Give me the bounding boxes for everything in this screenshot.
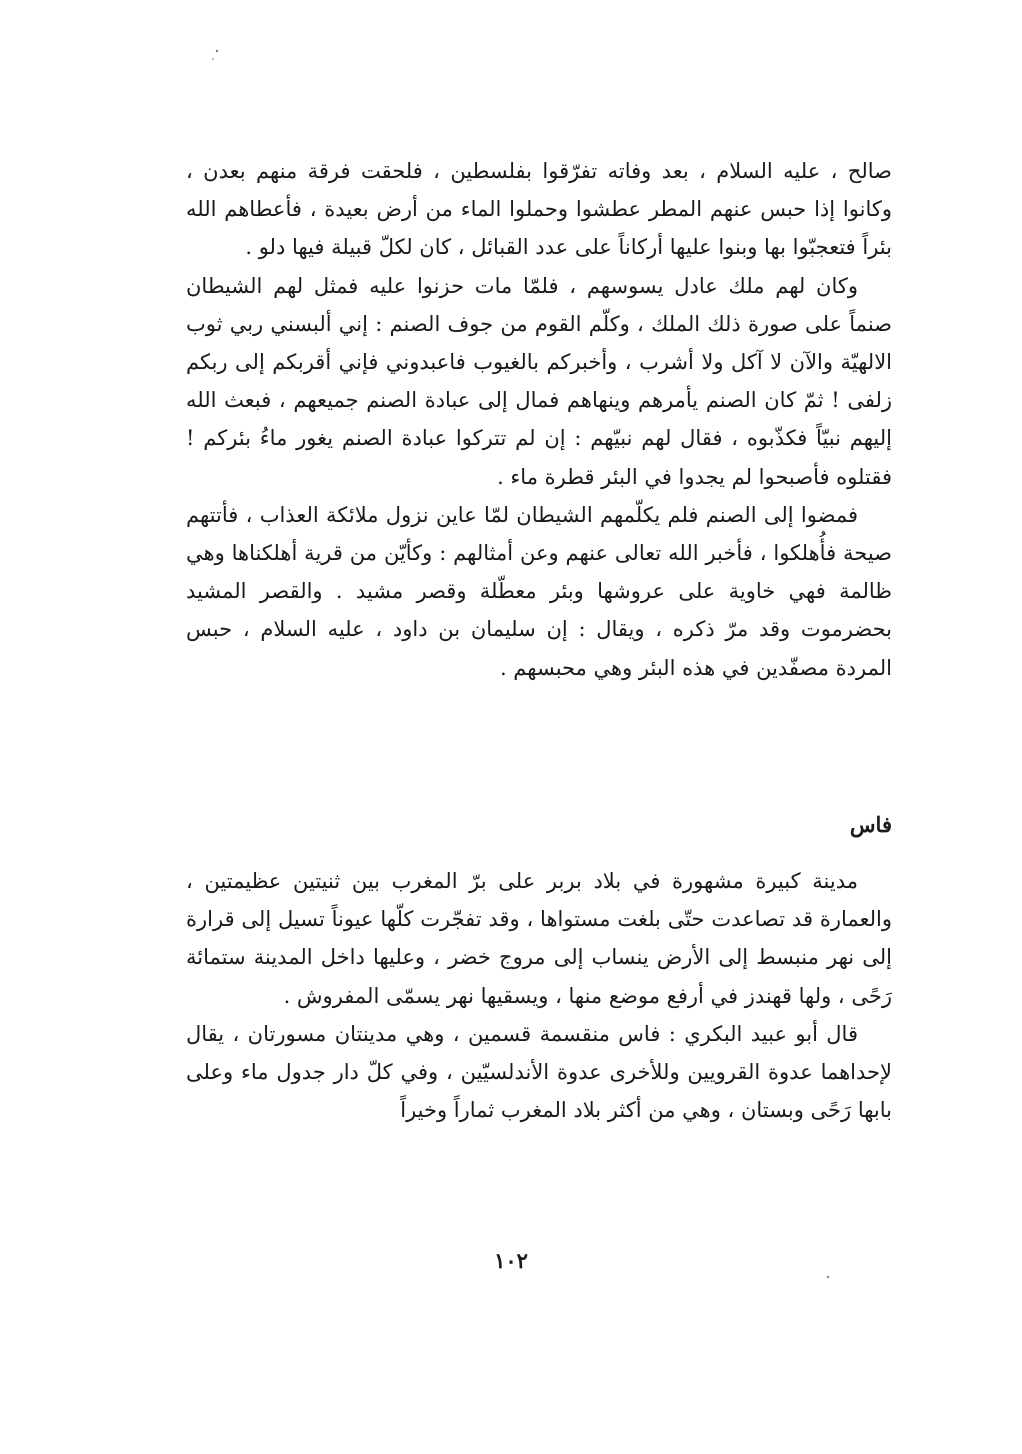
paragraph: وكان لهم ملك عادل يسوسهم ، فلمّا مات حزنوا عليه فمثل لهم الشيطان صنماً على صورة ذلك الملك ، وكلّم القوم من جوف الصنم : إني ألبسني ربي ثوب الالهيّة والآن لا آكل ولا أشرب ، وأخبركم بالغيوب فاعبدوني فإني أقربكم إلى ربكم زلفى ! ثمّ كان الصنم يأمرهم وينهاهم فمال إلى عبادة الصنم جميعهم ، فبعث الله إليهم نبيّاً فكذّبوه ، فقال لهم نبيّهم : إن لم تتركوا عبادة الصنم يغور ماءُ بئركم ! فقتلوه فأصبحوا لم يجدوا في البئر قطرة ماء .: [186, 273, 892, 489]
paragraph: مدينة كبيرة مشهورة في بلاد بربر على برّ المغرب بين ثنيتين عظيمتين ، والعمارة قد تصاعدت حتّى بلغت مستواها ، وقد تفجّرت كلّها عيوناً تسيل إلى قرارة إلى نهر منبسط إلى الأرض ينساب إلى مروج خضر ، وعليها داخل المدينة ستمائة رَحًى ، ولها قهندز في أرفع موضع منها ، ويسقيها نهر يسمّى المفروش .: [186, 869, 892, 1008]
paragraph: قال أبو عبيد البكري : فاس منقسمة قسمين ، وهي مدينتان مسورتان ، يقال لإحداهما عدوة القرويين وللأخرى عدوة الأندلسيّين ، وفي كلّ دار جدول ماء وعلى بابها رَحًى وبستان ، وهي من أكثر بلاد المغرب ثماراً وخيراً: [186, 1021, 892, 1123]
section-heading: فاس: [849, 812, 892, 837]
body-text-upper: [186, 152, 892, 687]
paragraph: فمضوا إلى الصنم فلم يكلّمهم الشيطان لمّا عاين نزول ملائكة العذاب ، فأتتهم صيحة فأُهلكوا ، فأخبر الله تعالى عنهم وعن أمثالهم : وكأيّن من قرية أهلكناها وهي ظالمة فهي خاوية على عروشها وبئر معطّلة وقصر مشيد . والقصر المشيد بحضرموت وقد مرّ ذكره ، ويقال : إن سليمان بن داود ، عليه السلام ، حبس المردة مصفّدين في هذه البئر وهي محبسهم .: [186, 502, 892, 680]
paragraph: صالح ، عليه السلام ، بعد وفاته تفرّقوا بفلسطين ، فلحقت فرقة منهم بعدن ، وكانوا إذا حبس عنهم المطر عطشوا وحملوا الماء من أرض بعيدة ، فأعطاهم الله بئراً فتعجبّوا بها وبنوا عليها أركاناً على عدد القبائل ، كان لكلّ قبيلة فيها دلو .: [186, 159, 892, 260]
body-text-lower: [186, 862, 892, 1129]
page-number: ١٠٢: [494, 1248, 528, 1273]
